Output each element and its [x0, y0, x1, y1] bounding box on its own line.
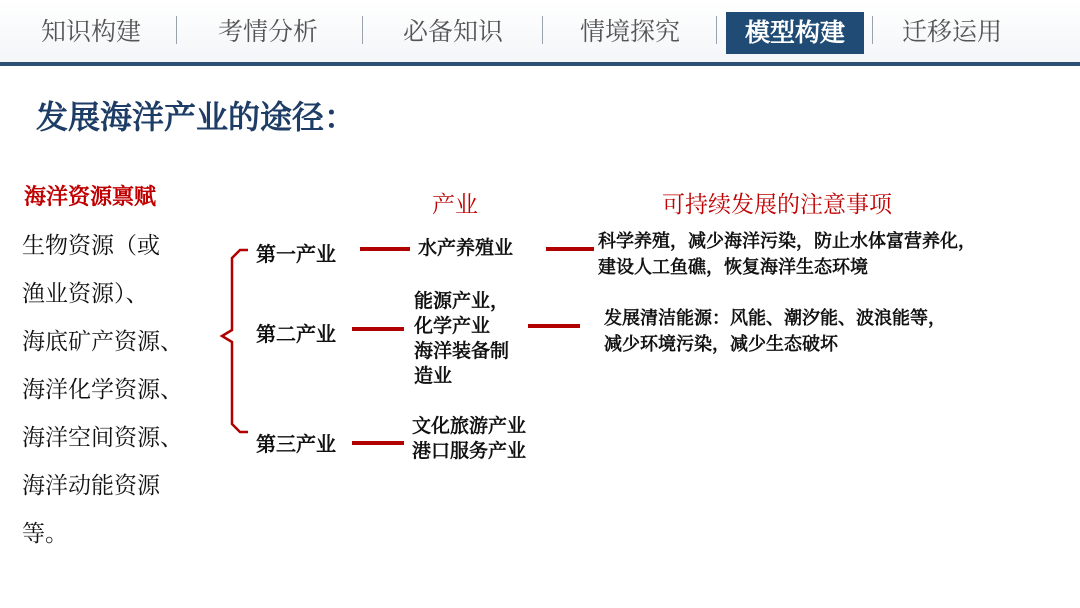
resources-line: 渔业资源）、 — [22, 281, 149, 307]
page-title: 发展海洋产业的途径： — [36, 98, 357, 136]
note-line: 科学养殖，减少海洋污染，防止水体富营养化， — [598, 231, 976, 252]
tab-model-construction[interactable]: 模型构建 — [726, 12, 864, 54]
sector-secondary-label: 第二产业 — [256, 322, 336, 346]
resources-line: 海洋动能资源 — [22, 473, 160, 499]
note-secondary — [604, 306, 946, 358]
note-line: 建设人工鱼礁，恢复海洋生态环境 — [598, 257, 868, 278]
industry-item: 能源产业， — [414, 290, 510, 312]
note-line: 发展清洁能源：风能、潮汐能、波浪能等， — [604, 308, 946, 329]
note-primary — [598, 229, 976, 281]
sector-tertiary-label: 第三产业 — [256, 432, 336, 456]
note-line: 减少环境污染，减少生态破坏 — [604, 334, 838, 355]
industry-tertiary — [412, 414, 526, 464]
industry-item: 造业 — [414, 365, 453, 387]
industry-secondary — [414, 289, 509, 389]
industry-item: 文化旅游产业 — [412, 415, 527, 437]
tab-exam-analysis[interactable]: 考情分析 — [217, 17, 318, 46]
tab-scenario-inquiry[interactable]: 情境探究 — [579, 17, 680, 46]
sector-primary-label: 第一产业 — [256, 242, 336, 266]
industry-item: 化学产业 — [414, 315, 491, 337]
sector-bracket — [222, 250, 248, 432]
industry-item: 水产养殖业 — [418, 237, 514, 259]
tab-transfer-application[interactable]: 迁移运用 — [901, 17, 1002, 46]
tab-knowledge-construction[interactable]: 知识构建 — [40, 17, 141, 46]
industry-column-header: 产业 — [432, 192, 478, 218]
resources-line: 生物资源（或 — [22, 233, 160, 259]
industry-primary — [418, 236, 513, 261]
resources-line: 等。 — [22, 521, 68, 547]
sustainable-column-header: 可持续发展的注意事项 — [662, 192, 892, 218]
tab-essential-knowledge[interactable]: 必备知识 — [402, 17, 503, 46]
industry-item: 海洋装备制 — [414, 340, 510, 362]
resources-line: 海洋化学资源、 — [22, 377, 183, 403]
resources-line: 海底矿产资源、 — [22, 329, 183, 355]
industry-item: 港口服务产业 — [412, 440, 527, 462]
resources-heading: 海洋资源禀赋 — [24, 185, 157, 210]
resources-line: 海洋空间资源、 — [22, 425, 183, 451]
